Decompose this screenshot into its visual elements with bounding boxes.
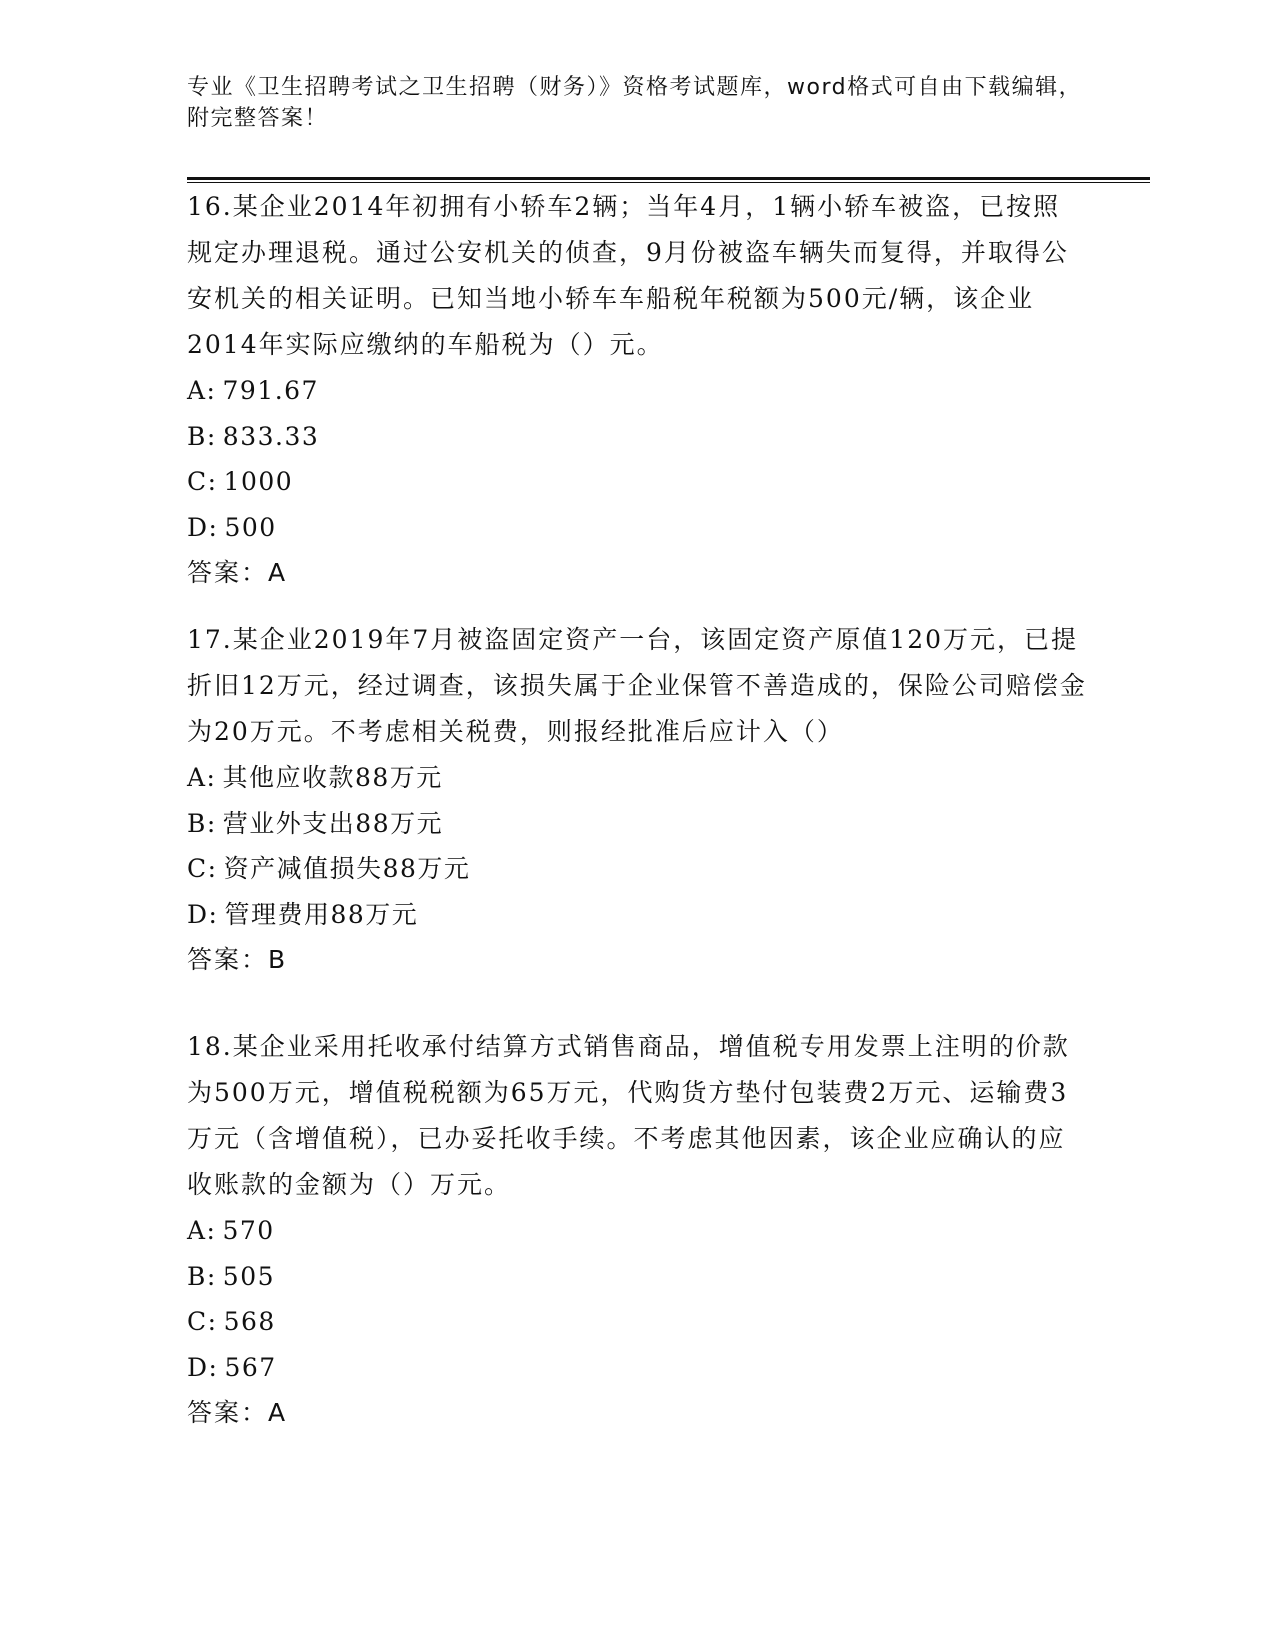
answer-line: 答案：B xyxy=(187,945,288,974)
answer-line: 答案：A xyxy=(187,558,288,587)
option-c: C: 资产减值损失88万元 xyxy=(187,854,471,883)
option-list xyxy=(187,368,1087,550)
option-a: A: 其他应收款88万元 xyxy=(187,763,443,792)
option-b: B: 营业外支出88万元 xyxy=(187,808,444,838)
document-header: 专业《卫生招聘考试之卫生招聘（财务）》资格考试题库，word格式可自由下载编辑，附完整答案！ xyxy=(187,75,1083,131)
question-text: 17.某企业2019年7月被盗固定资产一台，该固定资产原值120万元，已提折旧12万元，经过调查，该损失属于企业保管不善造成的，保险公司赔偿金为20万元。不考虑相关税费，则报经批准后应计入（） xyxy=(187,625,1087,746)
question-18 xyxy=(187,1024,1087,1435)
option-c: C: 568 xyxy=(187,1307,276,1336)
option-list xyxy=(187,1208,1087,1390)
option-c: C: 1000 xyxy=(187,467,294,496)
option-a: A: 791.67 xyxy=(187,376,319,405)
option-b: B: 833.33 xyxy=(187,421,320,451)
question-text: 16.某企业2014年初拥有小轿车2辆；当年4月，1辆小轿车被盗，已按照规定办理退税。通过公安机关的侦查，9月份被盗车辆失而复得，并取得公安机关的相关证明。已知当地小轿车车船税年税额为500元/辆，该企业2014年实际应缴纳的车船税为（）元。 xyxy=(187,192,1069,359)
header-divider-thin xyxy=(187,182,1150,183)
option-d: D: 567 xyxy=(187,1352,277,1382)
option-d: D: 500 xyxy=(187,512,277,542)
option-b: B: 505 xyxy=(187,1261,276,1291)
answer-line: 答案：A xyxy=(187,1398,288,1427)
question-16 xyxy=(187,184,1087,595)
header-divider-thick xyxy=(187,177,1150,180)
question-17 xyxy=(187,617,1087,982)
option-list xyxy=(187,755,1087,937)
question-text: 18.某企业采用托收承付结算方式销售商品，增值税专用发票上注明的价款为500万元，增值税税额为65万元，代购货方垫付包装费2万元、运输费3万元（含增值税），已办妥托收手续。不考虑其他因素，该企业应确认的应收账款的金额为（）万元。 xyxy=(187,1032,1070,1199)
option-d: D: 管理费用88万元 xyxy=(187,899,419,929)
option-a: A: 570 xyxy=(187,1216,275,1245)
